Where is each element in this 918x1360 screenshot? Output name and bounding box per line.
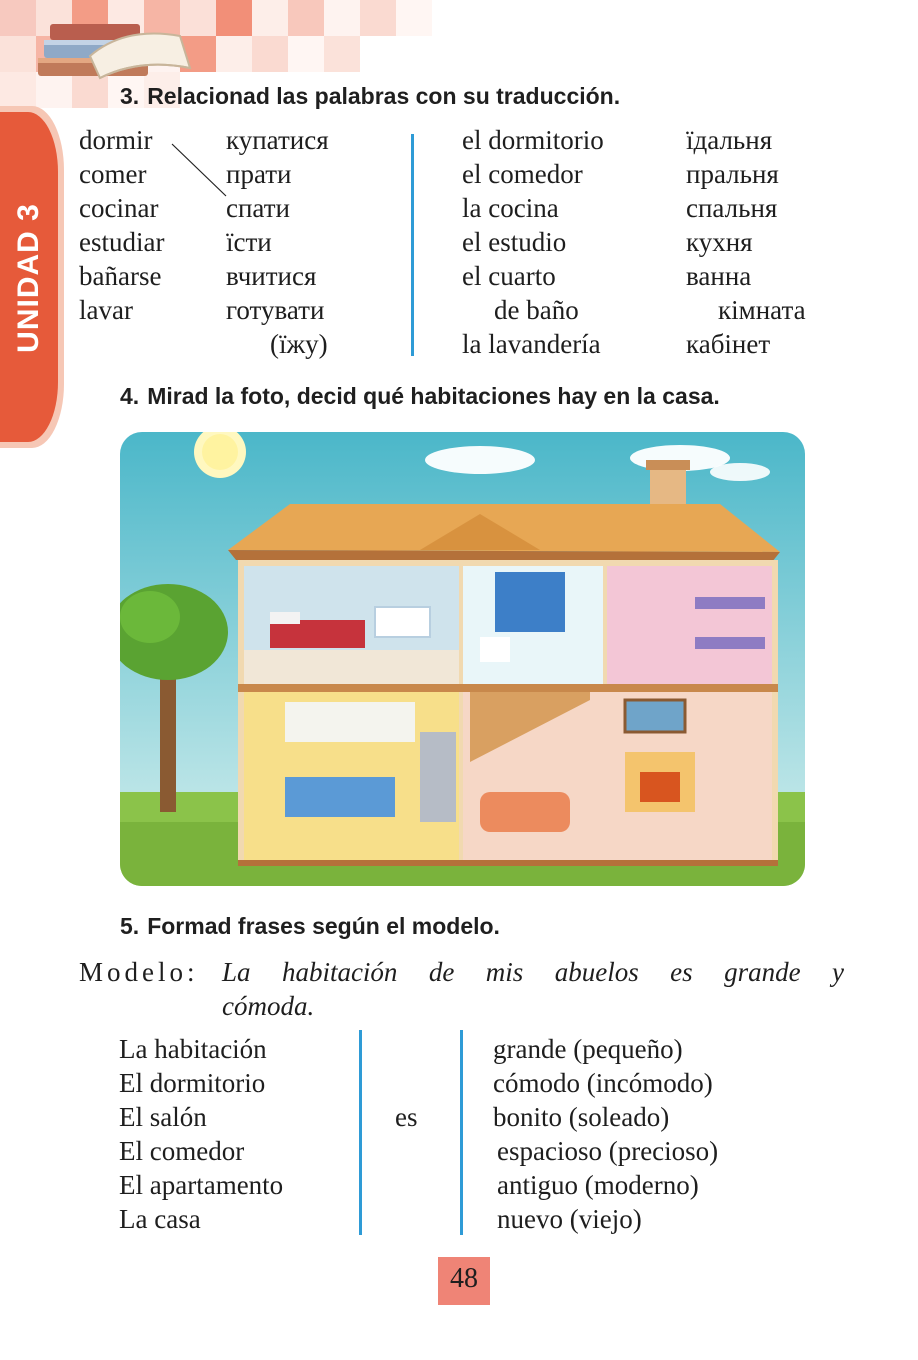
- ukrainian-room: пральня: [686, 159, 779, 189]
- ukrainian-room: спальня: [686, 193, 778, 223]
- ukrainian-verbs-column: [226, 123, 329, 361]
- model-sentence-line1: La habitación de mis abuelos es grande y: [222, 957, 844, 987]
- page-number-box: [438, 1257, 490, 1305]
- spanish-room: la cocina: [462, 193, 559, 223]
- subjects-column: [119, 1032, 283, 1236]
- page-number: 48: [450, 1263, 478, 1294]
- subject-item: La habitación: [119, 1034, 267, 1064]
- exercise-4-instruction: Mirad la foto, decid qué habitaciones hay en la casa.: [147, 383, 720, 409]
- adjective-item: grande (pequeño): [493, 1034, 683, 1064]
- exercise-3-instruction: Relacionad las palabras con su traducción.: [147, 83, 621, 109]
- ukrainian-rooms-column: [686, 123, 806, 361]
- ukrainian-verb: купатися: [226, 125, 329, 155]
- ukrainian-room: кухня: [686, 227, 753, 257]
- books-icon: [30, 6, 200, 86]
- ukrainian-room: кімната: [718, 295, 806, 325]
- spanish-verb: comer: [79, 159, 147, 189]
- subject-item: El dormitorio: [119, 1068, 266, 1098]
- exercise-3-number: 3.: [120, 83, 140, 109]
- ukrainian-verb: спати: [226, 193, 290, 223]
- exercise-3-heading: [120, 83, 620, 110]
- spanish-verb: bañarse: [79, 261, 162, 291]
- spanish-verb: dormir: [79, 125, 153, 155]
- adjective-item: cómodo (incómodo): [493, 1068, 713, 1098]
- spanish-room: el cuarto: [462, 261, 556, 291]
- exercise-4-heading: [120, 383, 720, 410]
- exercise-5-number: 5.: [120, 913, 140, 939]
- ukrainian-verb: готувати: [226, 295, 325, 325]
- spanish-verb: cocinar: [79, 193, 159, 223]
- example-match-line: [170, 140, 230, 200]
- subject-item: El comedor: [119, 1136, 245, 1166]
- subject-item: El apartamento: [119, 1170, 284, 1200]
- spanish-room: el estudio: [462, 227, 567, 257]
- subject-item: La casa: [119, 1204, 201, 1234]
- unit-label: UNIDAD 3: [12, 203, 45, 353]
- exercise-4-number: 4.: [120, 383, 140, 409]
- column-divider-left: [359, 1030, 362, 1235]
- ukrainian-room: ванна: [686, 261, 752, 291]
- adjective-item: nuevo (viejo): [497, 1204, 642, 1234]
- spanish-verb: estudiar: [79, 227, 165, 257]
- column-divider: [411, 134, 414, 356]
- ukrainian-verb: прати: [226, 159, 292, 189]
- ukrainian-verb: їсти: [226, 227, 272, 257]
- ukrainian-verb: вчитися: [226, 261, 317, 291]
- verb-es: es: [395, 1102, 418, 1132]
- spanish-room: de baño: [494, 295, 579, 325]
- ukrainian-verb: (їжу): [270, 329, 328, 359]
- subject-item: El salón: [119, 1102, 207, 1132]
- spanish-room: el dormitorio: [462, 125, 604, 155]
- spanish-room: el comedor: [462, 159, 583, 189]
- model-label: Modelo:: [79, 957, 199, 987]
- column-divider-right: [460, 1030, 463, 1235]
- house-illustration: [120, 432, 805, 886]
- spanish-verbs-column: [79, 123, 164, 327]
- ukrainian-room: кабінет: [686, 329, 771, 359]
- ukrainian-room: їдальня: [686, 125, 773, 155]
- exercise-5-instruction: Formad frases según el modelo.: [147, 913, 500, 939]
- exercise-5-heading: [120, 913, 500, 940]
- model-sentence-line2: cómoda.: [222, 991, 315, 1021]
- adjectives-column: [493, 1032, 718, 1236]
- adjective-item: antiguo (moderno): [497, 1170, 699, 1200]
- adjective-item: bonito (soleado): [493, 1102, 670, 1132]
- spanish-rooms-column: [462, 123, 604, 361]
- adjective-item: espacioso (precioso): [497, 1136, 719, 1166]
- spanish-verb: lavar: [79, 295, 133, 325]
- spanish-room: la lavandería: [462, 329, 601, 359]
